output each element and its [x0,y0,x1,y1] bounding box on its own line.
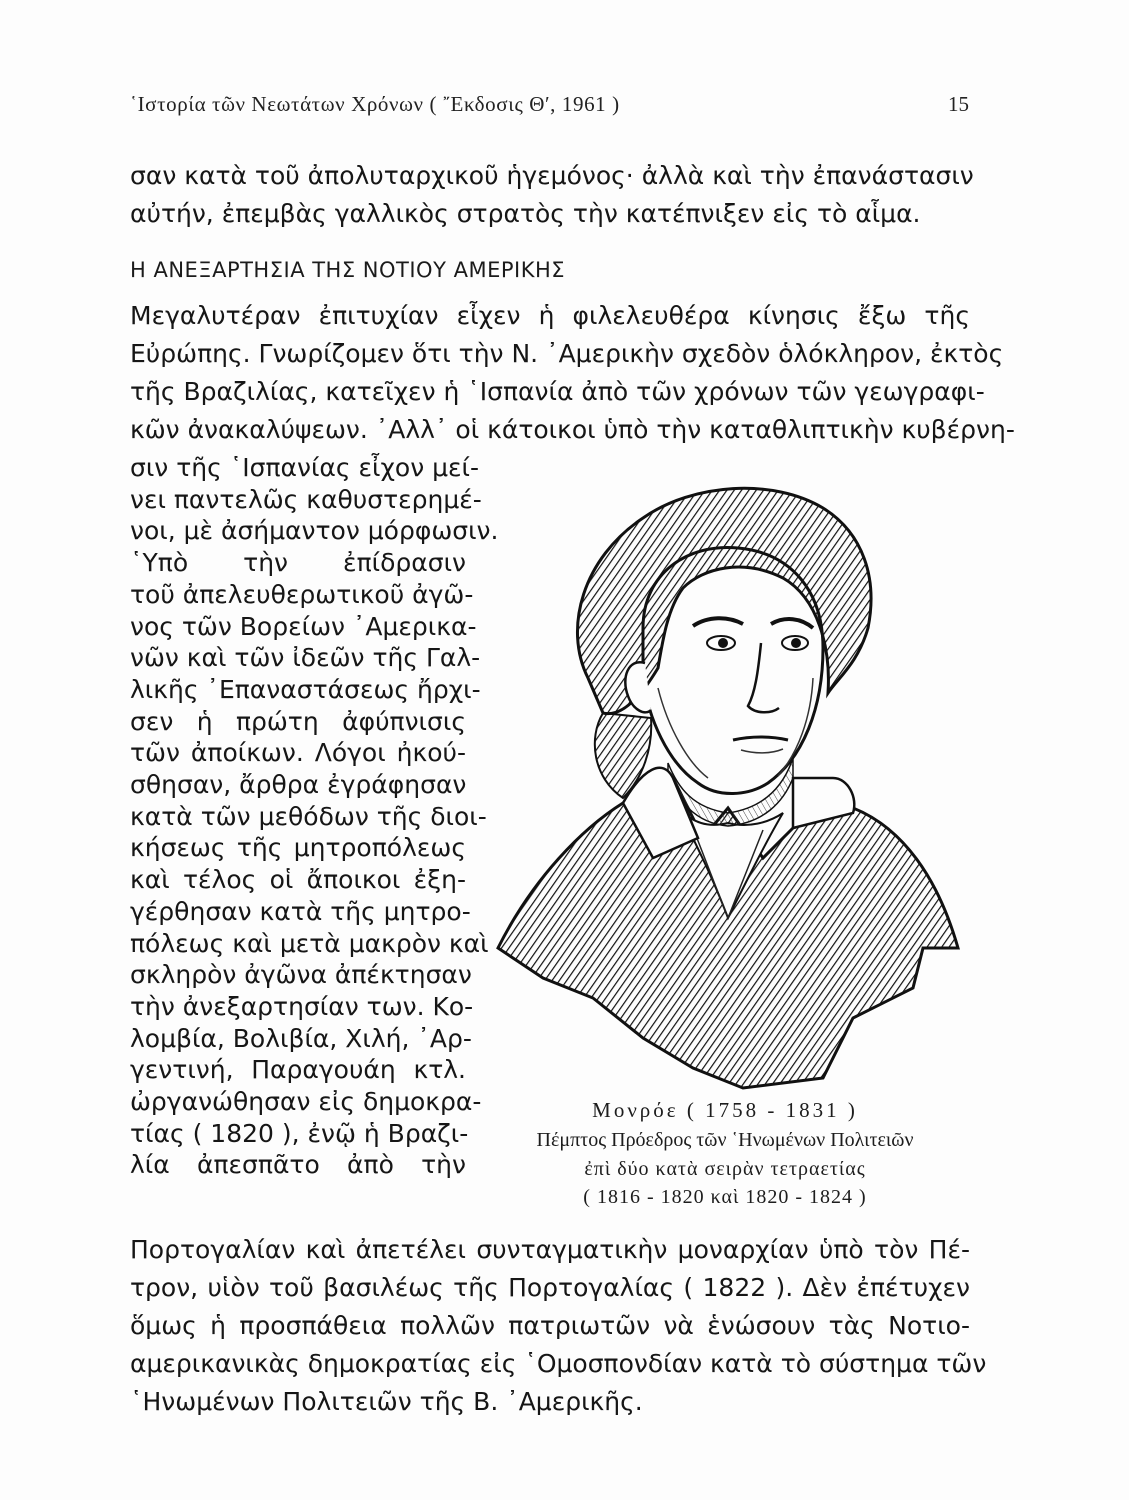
body-line: ῾Υπὸ τὴν ἐπίδρασιν [130,548,466,578]
body-line: σθησαν, ἄρθρα ἐγράφησαν [130,770,467,799]
body-line: αμερικανικὰς δημοκρατίας εἰς ῾Ομοσπονδίαν κατὰ τὸ σύστημα τῶν [130,1349,987,1378]
body-line: νοι, μὲ ἀσήμαντον μόρφωσιν. [130,516,499,546]
figure-caption-line: ἐπὶ δύο κατὰ σειρὰν τετραετίας [584,1158,866,1180]
body-line: τίας ( 1820 ), ἐνῷ ἡ Βραζι- [130,1118,469,1148]
body-line: νος τῶν Βορείων ᾿Αμερικα- [130,611,477,641]
body-line: ὠργανώθησαν εἰς δημοκρα- [130,1087,482,1116]
page-number: 15 [948,92,969,116]
body-line: Μεγαλυτέραν ἐπιτυχίαν εἶχεν ἡ φιλελευθέρα κίνησις ἔξω τῆς [130,301,970,330]
body-line: τὴν ἀνεξαρτησίαν των. Κο- [130,991,474,1021]
body-line: νῶν καὶ τῶν ἰδεῶν τῆς Γαλ- [130,643,481,673]
body-line: Εὐρώπης. Γνωρίζομεν ὅτι τὴν Ν. ᾿Αμερικὴν σχεδὸν ὁλόκληρον, ἐκτὸς [130,339,1004,368]
section-heading: Η ΑΝΕΞΑΡΤΗΣΙΑ ΤΗΣ ΝΟΤΙΟΥ ΑΜΕΡΙΚΗΣ [130,258,566,282]
body-line: τῆς Βραζιλίας, κατεῖχεν ἡ ῾Ισπανία ἀπὸ τῶν χρόνων τῶν γεωγραφι- [130,377,985,406]
body-line: ὅμως ἡ προσπάθεια πολλῶν πατριωτῶν νὰ ἑνώσουν τὰς Νοτιο- [130,1311,970,1340]
portrait-engraving-icon [493,478,963,1098]
figure-caption-line: Πέμπτος Πρόεδρος τῶν ῾Ηνωμένων Πολιτειῶν [536,1129,914,1151]
body-line: λικῆς ᾿Επαναστάσεως ἤρχι- [130,674,481,704]
body-line: σιν τῆς ῾Ισπανίας εἶχον μεί- [130,453,480,482]
body-line: νει παντελῶς καθυστερημέ- [130,484,482,514]
body-line: ῾Ηνωμένων Πολιτειῶν τῆς Β. ᾿Αμερικῆς. [130,1387,643,1416]
body-line: κήσεως τῆς μητροπόλεως [130,833,466,863]
body-line: γέρθησαν κατὰ τῆς μητρο- [130,896,471,926]
body-line: κῶν ἀνακαλύψεων. ᾿Αλλ᾿ οἱ κάτοικοι ὑπὸ τὴν καταθλιπτικὴν κυβέρνη- [130,415,1015,444]
body-line: πόλεως καὶ μετὰ μακρὸν καὶ [130,928,489,958]
body-line: Πορτογαλίαν καὶ ἀπετέλει συνταγματικὴν μοναρχίαν ὑπὸ τὸν Πέ- [130,1235,970,1264]
running-header-title: ῾Ιστορία τῶν Νεωτάτων Χρόνων ( ῎Εκδοσις Θ′, 1961 ) [130,92,620,116]
body-line: λία ἀπεσπᾶτο ἀπὸ τὴν [130,1150,466,1180]
body-line: σεν ἡ πρώτη ἀφύπνισις [130,706,466,736]
figure-caption-name: Μονρόε ( 1758 - 1831 ) [592,1098,858,1122]
body-line: λομβία, Βολιβία, Χιλή, ᾿Αρ- [130,1023,472,1053]
body-line: τῶν ἀποίκων. Λόγοι ἠκού- [130,738,466,768]
body-line: κατὰ τῶν μεθόδων τῆς διοι- [130,801,487,831]
body-line: τοῦ ἀπελευθερωτικοῦ ἀγῶ- [130,579,474,609]
body-line: σαν κατὰ τοῦ ἀπολυταρχικοῦ ἡγεμόνος· ἀλλὰ καὶ τὴν ἐπανάστασιν [130,161,974,190]
figure-caption-dates: ( 1816 - 1820 καὶ 1820 - 1824 ) [583,1186,867,1208]
body-line: αὐτήν, ἐπεμβὰς γαλλικὸς στρατὸς τὴν κατέπνιξεν εἰς τὸ αἷμα. [130,199,921,228]
body-line: καὶ τέλος οἱ ἄποικοι ἐξη- [130,865,466,895]
body-line: τρον, υἱὸν τοῦ βασιλέως τῆς Πορτογαλίας ( 1822 ). Δὲν ἐπέτυχεν [130,1273,970,1302]
body-line: σκληρὸν ἀγῶνα ἀπέκτησαν [130,960,472,990]
body-line: γεντινή, Παραγουάη κτλ. [130,1055,466,1085]
